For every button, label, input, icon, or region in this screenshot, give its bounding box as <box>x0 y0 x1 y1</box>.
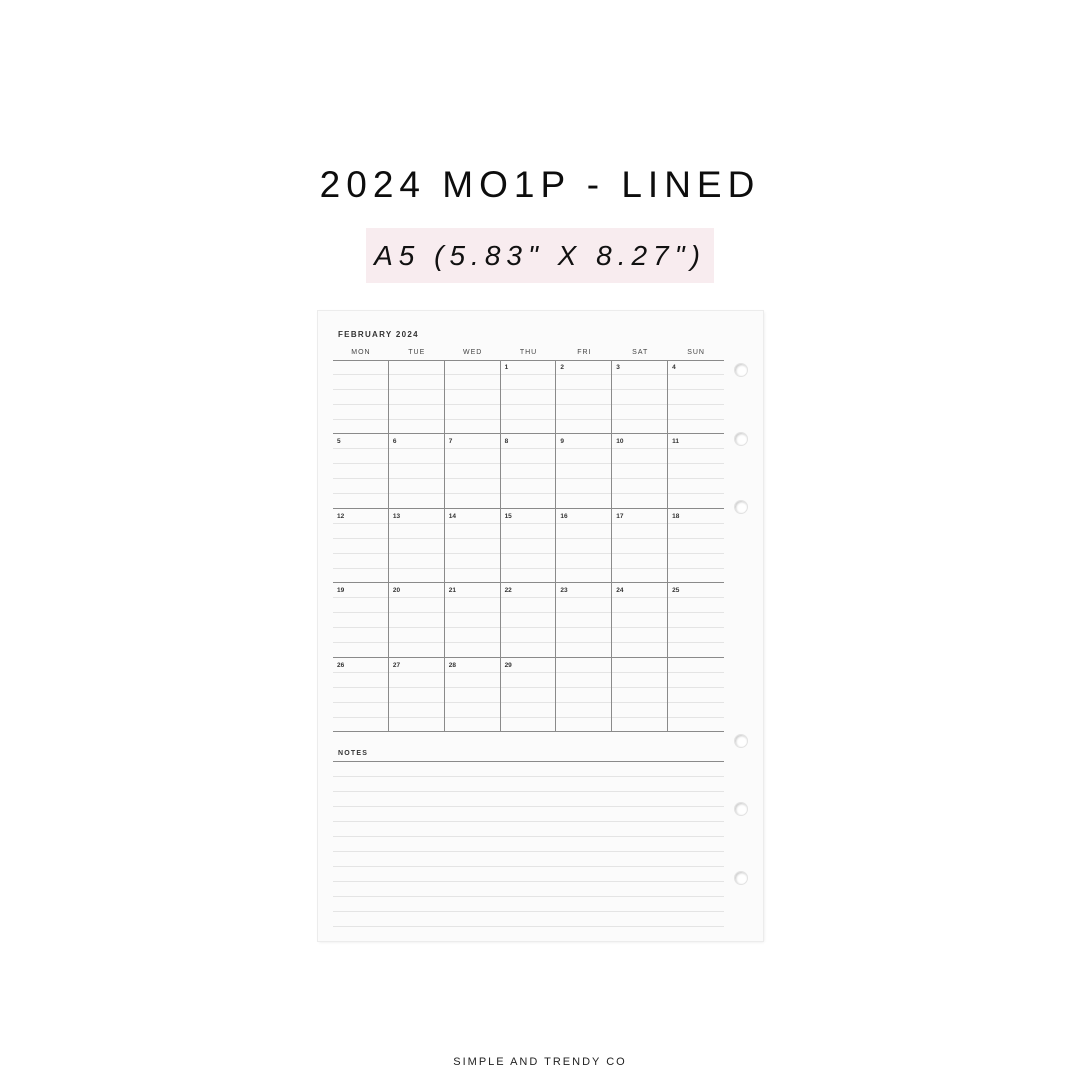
calendar-day-cell <box>333 658 389 732</box>
day-number: 3 <box>616 364 620 371</box>
day-number: 6 <box>392 438 397 446</box>
day-number: 24 <box>616 587 624 595</box>
calendar-day-cell <box>445 658 501 732</box>
calendar-day-cell <box>333 509 389 583</box>
notes-label: NOTES <box>338 750 369 757</box>
binder-hole <box>734 734 748 748</box>
brand-name: SIMPLE AND TRENDY CO <box>453 1056 627 1068</box>
planner-sheet <box>318 311 763 941</box>
day-number: 10 <box>616 438 624 446</box>
calendar-day-cell <box>556 360 612 434</box>
day-number: 25 <box>672 587 680 595</box>
page-title: 2024 MO1P - LINED <box>319 164 761 205</box>
day-number: 5 <box>337 438 341 446</box>
day-number: 18 <box>672 512 680 520</box>
binder-hole <box>734 432 748 446</box>
size-badge <box>366 228 714 283</box>
calendar-day-cell <box>333 434 389 508</box>
day-number: 4 <box>672 364 676 371</box>
day-number: 2 <box>560 364 565 371</box>
day-number: 27 <box>392 661 401 669</box>
calendar-day-cell <box>612 509 668 583</box>
day-number: 26 <box>337 661 345 669</box>
weekday-label: SUN <box>687 349 705 356</box>
calendar-day-cell <box>612 360 668 434</box>
day-number: 17 <box>616 512 624 520</box>
day-number: 9 <box>560 438 565 446</box>
binder-hole <box>734 500 748 514</box>
weekday-label: TUE <box>408 349 426 356</box>
calendar-day-cell <box>333 360 389 434</box>
day-number: 29 <box>504 661 512 669</box>
calendar-day-cell <box>556 509 612 583</box>
calendar-day-cell <box>389 360 445 434</box>
day-number: 7 <box>448 438 453 446</box>
calendar-day-cell <box>445 509 501 583</box>
day-number: 8 <box>504 438 509 446</box>
calendar-day-cell <box>668 583 724 657</box>
calendar-day-cell <box>668 360 724 434</box>
day-number: 11 <box>672 438 680 446</box>
calendar-day-cell <box>389 658 445 732</box>
day-number: 28 <box>448 661 456 669</box>
day-number: 22 <box>504 587 512 595</box>
day-number: 14 <box>448 512 456 520</box>
calendar-day-cell <box>445 360 501 434</box>
calendar-day-cell <box>501 583 557 657</box>
day-number: 19 <box>337 587 345 595</box>
day-number: 12 <box>337 512 345 520</box>
calendar-day-cell <box>612 434 668 508</box>
month-title: FEBRUARY 2024 <box>338 330 419 339</box>
calendar-day-cell <box>612 658 668 732</box>
calendar-day-cell <box>556 583 612 657</box>
calendar-day-cell <box>556 434 612 508</box>
calendar-day-cell <box>668 658 724 732</box>
weekday-label: SAT <box>632 349 649 356</box>
calendar-day-cell <box>333 583 389 657</box>
binder-hole <box>734 363 748 377</box>
weekday-label: MON <box>351 349 371 356</box>
day-number: 1 <box>504 364 509 371</box>
calendar-day-cell <box>445 583 501 657</box>
calendar-day-cell <box>501 360 557 434</box>
day-number: 21 <box>448 587 456 595</box>
day-number: 15 <box>504 512 512 520</box>
binder-hole <box>734 871 748 885</box>
calendar-grid <box>333 360 724 732</box>
notes-lined-area <box>333 761 724 927</box>
calendar-day-cell <box>612 583 668 657</box>
calendar-day-cell <box>668 434 724 508</box>
calendar-day-cell <box>445 434 501 508</box>
calendar-day-cell <box>501 509 557 583</box>
weekday-label: FRI <box>577 349 592 356</box>
calendar-day-cell <box>389 509 445 583</box>
day-number: 20 <box>392 587 401 595</box>
day-number: 16 <box>560 512 568 520</box>
calendar-day-cell <box>556 658 612 732</box>
day-number: 13 <box>392 512 401 520</box>
day-number: 23 <box>560 587 568 595</box>
calendar-day-cell <box>501 434 557 508</box>
weekday-label: WED <box>462 349 483 356</box>
calendar-day-cell <box>389 434 445 508</box>
calendar-day-cell <box>668 509 724 583</box>
size-label: A5 (5.83" X 8.27") <box>374 239 706 271</box>
weekday-label: THU <box>519 349 538 356</box>
calendar-day-cell <box>501 658 557 732</box>
calendar-day-cell <box>389 583 445 657</box>
binder-hole <box>734 802 748 816</box>
